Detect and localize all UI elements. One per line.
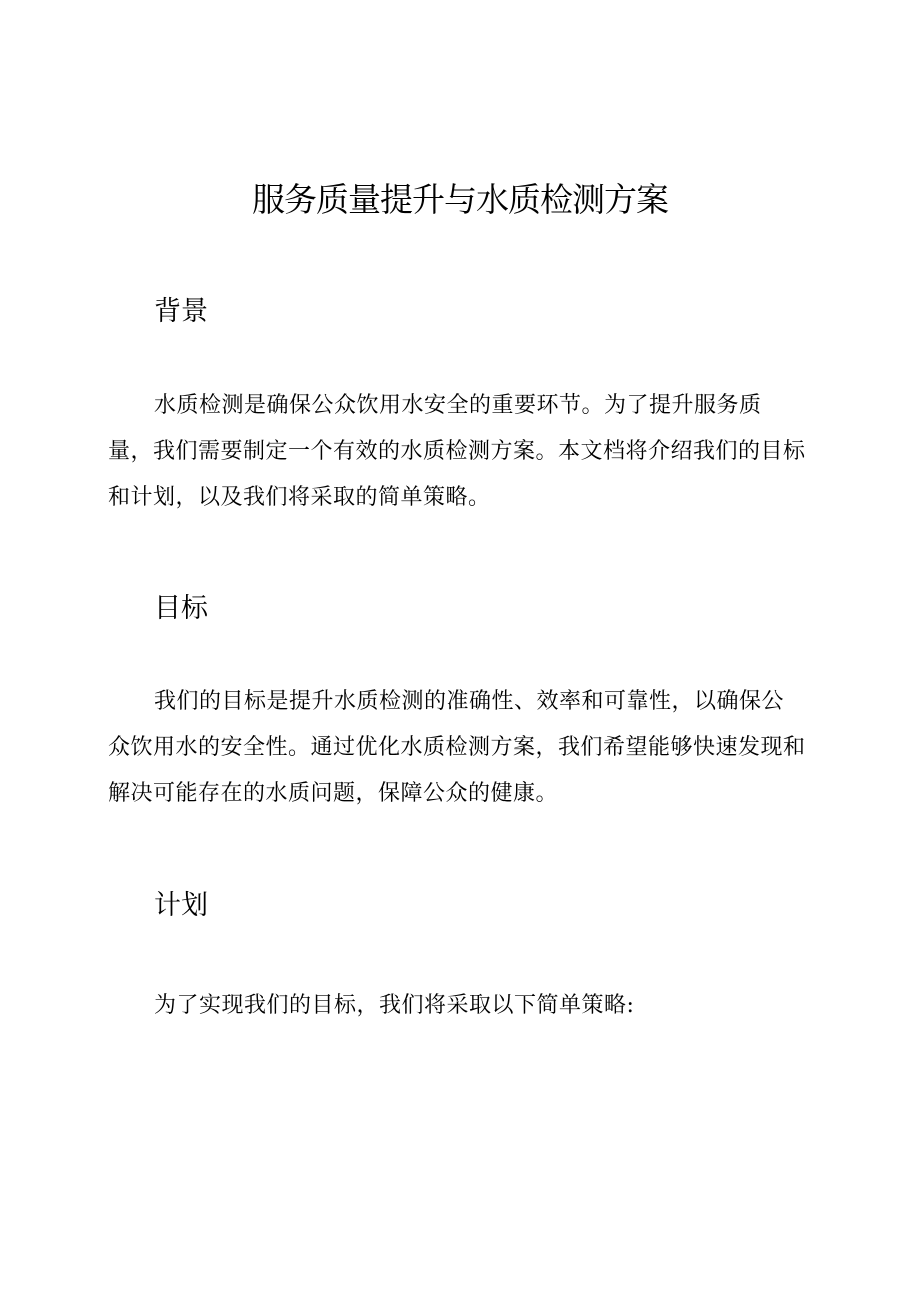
section-heading-background: 背景 xyxy=(154,296,208,327)
section-body-background: 水质检测是确保公众饮用水安全的重要环节。为了提升服务质量，我们需要制定一个有效的水质检测方案。本文档将介绍我们的目标和计划，以及我们将采取的简单策略。 xyxy=(108,393,806,510)
section-body-plan: 为了实现我们的目标，我们将采取以下简单策略: xyxy=(154,993,635,1018)
section-heading-goal: 目标 xyxy=(154,593,208,624)
section-body-goal: 我们的目标是提升水质检测的准确性、效率和可靠性，以确保公众饮用水的安全性。通过优化水质检测方案，我们希望能够快速发现和解决可能存在的水质问题，保障公众的健康。 xyxy=(108,689,806,806)
page-title: 服务质量提升与水质检测方案 xyxy=(252,180,668,219)
section-heading-plan: 计划 xyxy=(154,890,208,921)
